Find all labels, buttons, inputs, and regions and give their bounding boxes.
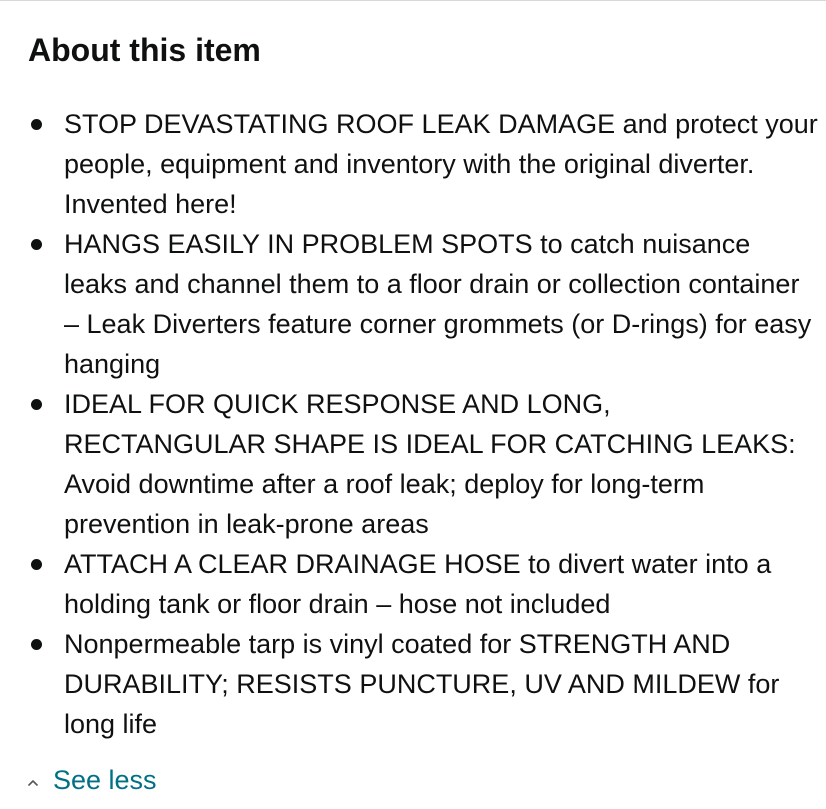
bullet-dot-icon <box>31 119 42 130</box>
feature-bullet-text: ATTACH A CLEAR DRAINAGE HOSE to divert water into a holding tank or floor drain – hose not included <box>64 549 772 619</box>
see-less-label: See less <box>53 764 157 795</box>
feature-bullet <box>28 624 818 744</box>
about-this-item-section <box>28 24 818 739</box>
bullet-dot-icon <box>31 639 42 650</box>
bullet-dot-icon <box>31 239 42 250</box>
feature-bullet-text: HANGS EASILY IN PROBLEM SPOTS to catch nuisance leaks and channel them to a floor drain or collection container – Leak Diverters feature corner grommets (or D-rings) for easy hanging <box>64 229 812 379</box>
see-less-link[interactable] <box>28 760 157 800</box>
bullet-dot-icon <box>31 399 42 410</box>
feature-bullet-list <box>28 104 818 744</box>
bullet-dot-icon <box>31 559 42 570</box>
feature-bullet <box>28 104 818 224</box>
feature-bullet <box>28 224 818 384</box>
feature-bullet-text: IDEAL FOR QUICK RESPONSE AND LONG, RECTANGULAR SHAPE IS IDEAL FOR CATCHING LEAKS: Avoid downtime after a roof leak; deploy for long-term prevention in leak-prone areas <box>64 389 796 539</box>
feature-bullet-text: STOP DEVASTATING ROOF LEAK DAMAGE and protect your people, equipment and inventory with the original diverter. Invented here! <box>64 109 818 219</box>
top-divider <box>0 0 826 1</box>
feature-bullet-text: Nonpermeable tarp is vinyl coated for STRENGTH AND DURABILITY; RESISTS PUNCTURE, UV AND MILDEW for long life <box>64 629 780 739</box>
feature-bullet <box>28 384 818 544</box>
chevron-up-icon <box>28 778 38 788</box>
section-heading: About this item <box>28 32 261 68</box>
feature-bullet <box>28 544 818 624</box>
